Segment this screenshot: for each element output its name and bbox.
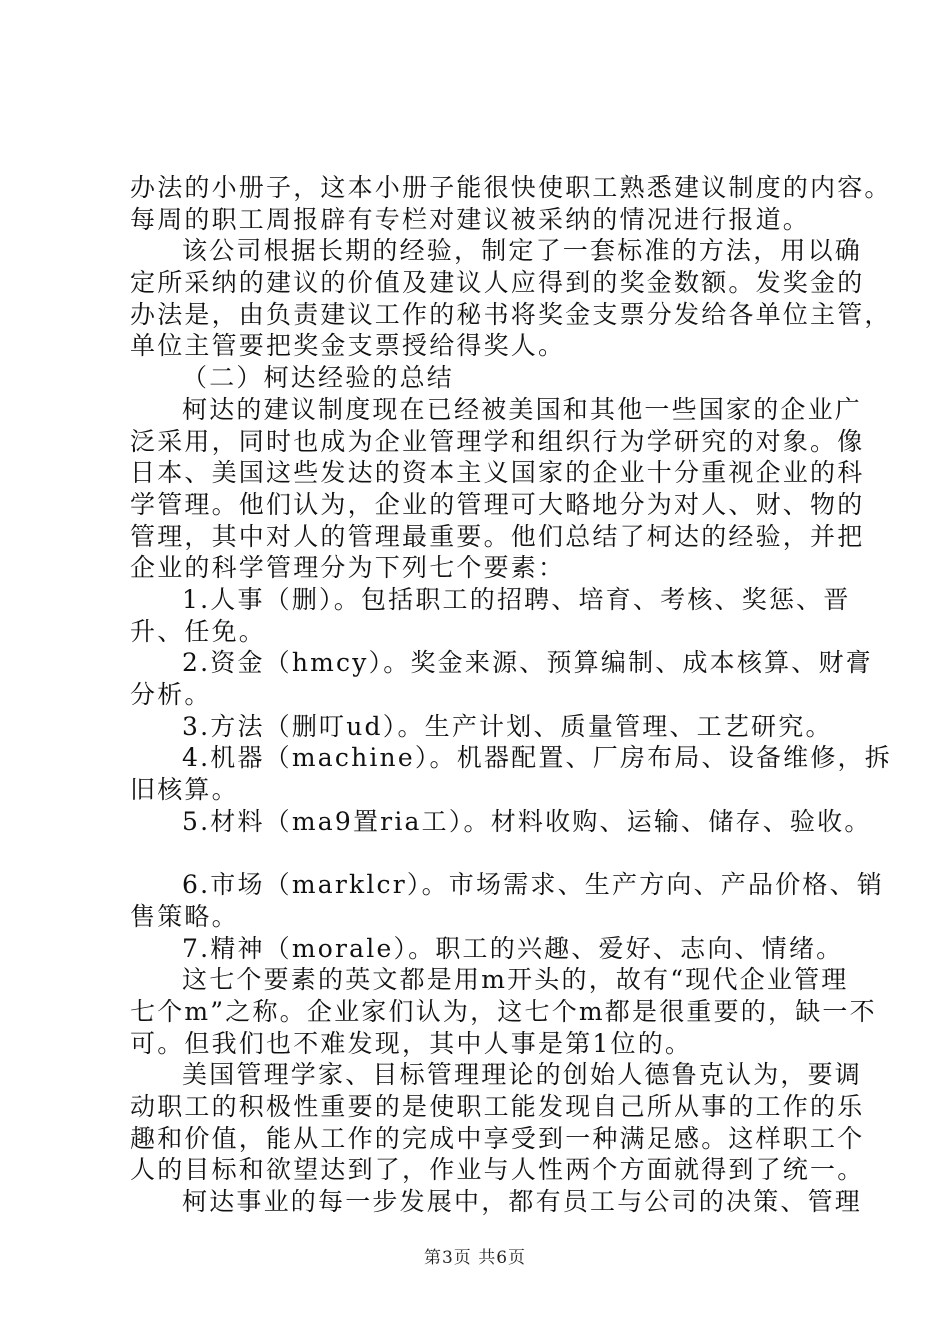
text-line: 售策略。 — [130, 901, 239, 931]
text-line: 这七个要素的英文都是用m开头的，故有“现代企业管理 — [182, 965, 849, 995]
text-line: （二）柯达经验的总结 — [182, 363, 455, 393]
text-line: 七个m”之称。企业家们认为，这七个m都是很重要的，缺一不 — [130, 996, 877, 1026]
text-line: 趣和价值，能从工作的完成中享受到一种满足感。这样职工个 — [130, 1123, 865, 1153]
text-line: 学管理。他们认为，企业的管理可大略地分为对人、财、物的 — [130, 489, 865, 519]
text-line: 该公司根据长期的经验，制定了一套标准的方法，用以确 — [182, 236, 863, 266]
text-line: 办法的小册子，这本小册子能很快使职工熟悉建议制度的内容。 — [130, 173, 892, 202]
text-line: 泛采用，同时也成为企业管理学和组织行为学研究的对象。像 — [130, 426, 865, 456]
text-line: 柯达事业的每一步发展中，都有员工与公司的决策、管理 — [182, 1187, 863, 1216]
document-body — [130, 172, 892, 1218]
text-line: 6.市场（marklcr）。市场需求、生产方向、产品价格、销 — [182, 870, 885, 900]
blank-line — [130, 837, 830, 869]
text-line: 升、任免。 — [130, 616, 267, 646]
text-line: 动职工的积极性重要的是使职工能发现自己所从事的工作的乐 — [130, 1091, 865, 1121]
text-line: 柯达的建议制度现在已经被美国和其他一些国家的企业广 — [182, 394, 863, 424]
text-line: 单位主管要把奖金支票授给得奖人。 — [130, 331, 566, 361]
text-line: 7.精神（morale）。职工的兴趣、爱好、志向、情绪。 — [182, 933, 844, 963]
text-line: 企业的科学管理分为下列七个要素： — [130, 553, 566, 583]
page-footer: 第3页 共6页 — [423, 1248, 527, 1268]
text-line: 3.方法（删叮ud）。生产计划、质量管理、工艺研究。 — [182, 711, 833, 741]
text-line: 可。但我们也不难发现，其中人事是第1位的。 — [130, 1028, 693, 1058]
text-line: 美国管理学家、目标管理理论的创始人德鲁克认为，要调 — [182, 1060, 863, 1090]
text-line: 定所采纳的建议的价值及建议人应得到的奖金数额。发奖金的 — [130, 268, 865, 298]
text-line: 2.资金（hmcy）。奖金来源、预算编制、成本核算、财膏 — [182, 648, 873, 678]
text-line: 5.材料（ma9置ria工）。材料收购、运输、储存、验收。 — [182, 806, 872, 836]
text-line: 旧核算。 — [130, 775, 239, 805]
text-line: 1.人事（删）。包括职工的招聘、培育、考核、奖惩、晋 — [182, 584, 851, 614]
text-line: 人的目标和欲望达到了，作业与人性两个方面就得到了统一。 — [130, 1155, 865, 1185]
text-line: 每周的职工周报辟有专栏对建议被采纳的情况进行报道。 — [130, 204, 811, 234]
text-line: 4.机器（machine）。机器配置、厂房布局、设备维修，拆 — [182, 743, 892, 773]
text-line: 管理，其中对人的管理最重要。他们总结了柯达的经验，并把 — [130, 521, 865, 551]
text-line: 日本、美国这些发达的资本主义国家的企业十分重视企业的科 — [130, 458, 865, 488]
text-line: 分析。 — [130, 680, 212, 709]
text-line: 办法是，由负责建议工作的秘书将奖金支票分发给各单位主管， — [130, 299, 892, 329]
